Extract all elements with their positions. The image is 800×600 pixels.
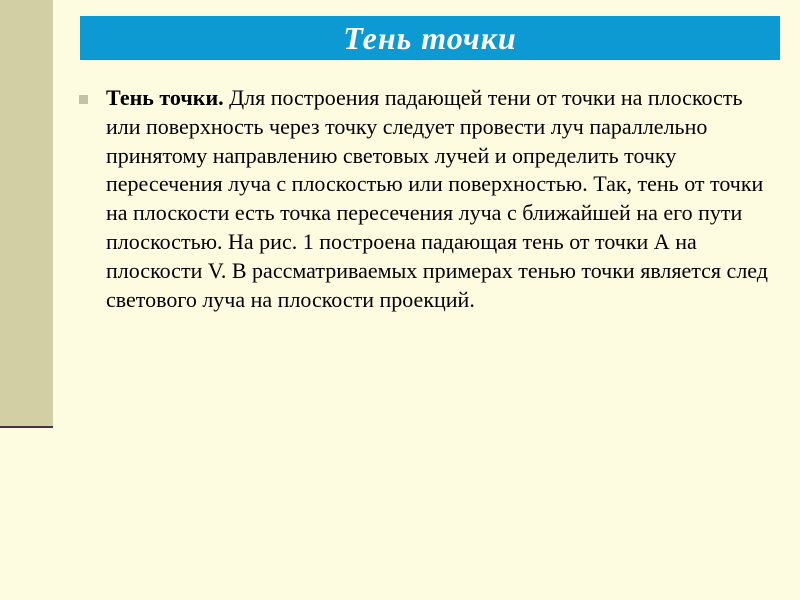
side-accent-rule (0, 426, 53, 428)
side-accent-bar (0, 0, 53, 426)
bullet-square-icon (79, 95, 88, 104)
bullet-lead: Тень точки. (106, 85, 224, 110)
slide-title: Тень точки (343, 19, 517, 56)
bullet-item (79, 84, 769, 314)
slide-content (79, 84, 769, 314)
title-bar (80, 16, 780, 60)
bullet-text: Для построения падающей тени от точки на плоскость или поверхность через точку следует провести луч параллельно принятому направлению световых лучей и определить точку пересечения луча с плоскостью или поверхностью. Так, тень от точки на плоскости есть точка пересечения луча с ближайшей на его пути плоскостью. На рис. 1 построена падающая тень от точки А на плоскости V. В рассматриваемых примерах тенью точки является след светового луча на плоскости проекций. (106, 85, 768, 312)
